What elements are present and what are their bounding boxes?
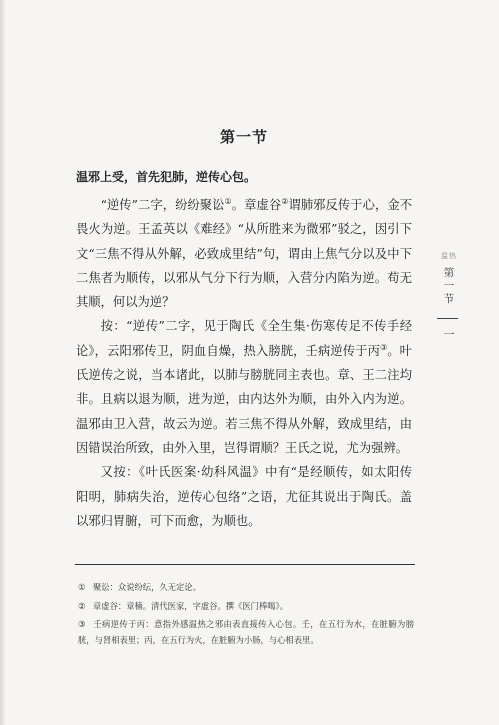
footnote	[78, 580, 414, 596]
page-number: 一	[443, 328, 455, 341]
footnote-ref[interactable]: ①	[224, 196, 232, 206]
paragraph: 按：“逆传”二字，见于陶氏《全生集·伤寒传足不传手经论》，云阳邪传卫，阴血自燥，热入膀胱，壬病逆传于丙③。叶氏逆传之说，当本诸此，以肺与膀胱同主表也。章、王二注均非。且病以退为顺，进为逆，由内达外为顺，由外入内为逆。温邪由卫入营，故云为逆。若三焦不得从外解，致成里结，由因错误治所致，由外入里，岂得谓顺？王氏之说，尤为强辨。	[76, 319, 412, 455]
footnote-mark: ②	[78, 600, 86, 611]
paragraph: 又按：《叶氏医案·幼科风温》中有“是经顺传，如太阳传阳明，肺病失治，逆传心包络”之语，尤征其说出于陶氏。盖以邪归胃腑，可下而愈，为顺也。	[76, 465, 412, 528]
footnote-text: 壬病逆传于丙：意指外感温热之邪由表直接传入心包。壬，在五行为水，在脏腑为膀胱，与肾相表里；丙，在五行为火，在脏腑为小肠，与心相表里。	[78, 619, 414, 645]
footnote-text: 章虚谷：章楠。清代医家，字虚谷。撰《医门棒喝》。	[93, 600, 288, 611]
running-header-book: 温热	[441, 252, 457, 260]
section-heading: 温邪上受，首先犯肺，逆传心包。	[76, 170, 257, 184]
paragraph: “逆传”二字，纷纷聚讼①。章虚谷②谓肺邪反传于心，金不畏火为逆。王孟英以《难经》“从所胜来为微邪”驳之，因引下文“三焦不得从外解，必致成里结”句，谓由上焦气分以及中下二焦者为顺传，以邪从气分下行为顺，入营分内陷为逆。苟无其顺，何以为逆？	[76, 196, 412, 310]
running-header-rule	[437, 318, 458, 319]
page-spine-shadow	[0, 0, 6, 725]
footnote-text: 聚讼：众说纷纭，久无定论。	[93, 582, 201, 592]
footnote	[78, 599, 414, 615]
running-header-char: 一	[443, 280, 455, 292]
running-header-char: 节	[443, 293, 455, 305]
main-text-block	[76, 126, 412, 533]
footnote-ref[interactable]: ②	[281, 196, 289, 206]
footnote-mark: ①	[78, 582, 86, 592]
footnotes	[78, 580, 414, 651]
section-title: 第一节	[219, 128, 268, 146]
running-header	[440, 250, 458, 306]
footnote-divider	[75, 564, 415, 565]
footnote-mark: ③	[78, 619, 86, 629]
footnote	[78, 617, 414, 648]
footnote-ref[interactable]: ③	[380, 342, 388, 352]
running-header-char: 第	[443, 267, 455, 279]
